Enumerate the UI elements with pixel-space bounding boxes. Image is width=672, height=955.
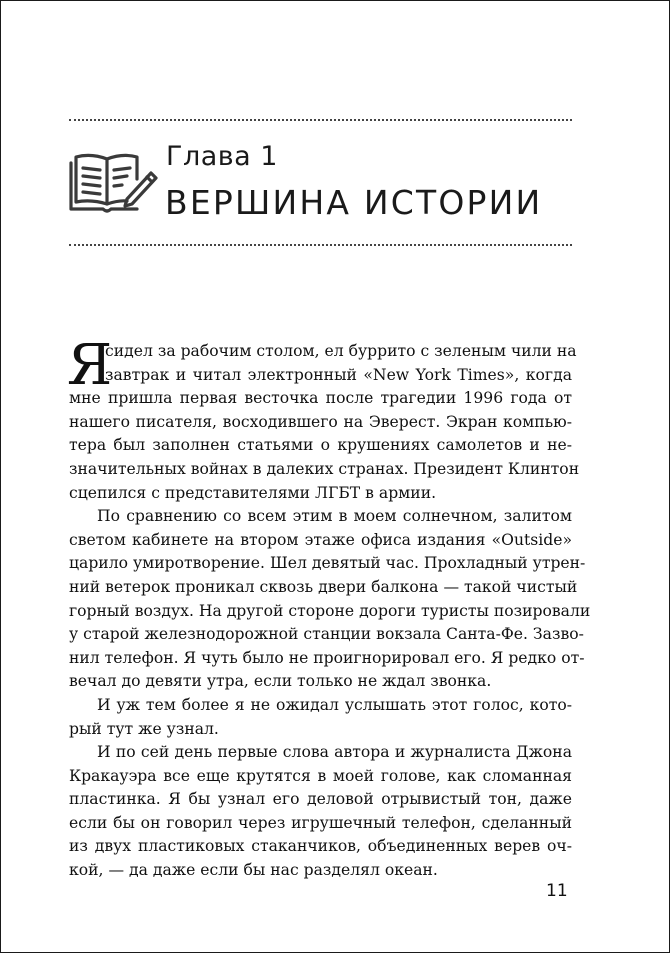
text-line: И по сей день первые слова автора и журналиста Джона <box>97 743 572 762</box>
dotted-rule-top <box>69 119 572 121</box>
text-line: царило умиротворение. Шел девятый час. Прохладный утрен- <box>69 554 586 573</box>
text-line: тера был заполнен статьями о крушениях самолетов и не- <box>69 436 572 455</box>
text-line: И уж тем более я не ожидал услышать этот голос, кото- <box>97 695 572 714</box>
text-line: у старой железнодорожной станции вокзала Санта-Фе. Зазво- <box>69 625 584 644</box>
text-line: ний ветерок проникал сквозь двери балкона — такой чистый <box>69 577 578 596</box>
text-line: По сравнению со всем этим в моем солнечном, залитом <box>97 507 572 526</box>
book-with-pencil-icon <box>67 149 159 215</box>
text-line: светом кабинете на втором этаже офиса издания «Outside» <box>69 530 572 549</box>
text-line: мне пришла первая весточка после трагедии 1996 года от <box>69 389 572 408</box>
text-line: пластинка. Я бы узнал его деловой отрывистый тон, даже <box>69 790 572 809</box>
text-line: если бы он говорил через игрушечный телефон, сделанный <box>69 813 572 832</box>
text-line: Кракауэра все еще крутятся в моей голове, как сломанная <box>69 766 572 785</box>
page-number: 11 <box>546 881 568 901</box>
text-line: рый тут же узнал. <box>69 719 219 738</box>
text-line: нашего писателя, восходившего на Эверест. Экран компью- <box>69 412 572 431</box>
chapter-title: ВЕРШИНА ИСТОРИИ <box>165 183 543 222</box>
text-line: значительных войнах в далеких странах. Президент Клинтон <box>69 459 580 478</box>
text-line: из двух пластиковых стаканчиков, объединенных верев оч- <box>69 837 572 856</box>
drop-cap: Я <box>67 333 113 398</box>
dotted-rule-bottom <box>69 244 572 246</box>
text-line: кой, — да даже если бы нас разделял океан. <box>69 861 438 880</box>
text-line: вечал до девяти утра, если только не ждал звонка. <box>69 672 492 691</box>
text-line: завтрак и читал электронный «New York Times», когда <box>105 365 572 384</box>
text-line: нил телефон. Я чуть было не проигнорировал его. Я редко от- <box>69 648 585 667</box>
text-line: сцепился с представителями ЛГБТ в армии. <box>69 483 437 502</box>
body-text <box>67 333 591 883</box>
text-line: горный воздух. На другой стороне дороги туристы позировали <box>69 601 591 620</box>
chapter-number: Глава 1 <box>166 141 278 172</box>
text-line: сидел за рабочим столом, ел буррито с зеленым чили на <box>105 342 577 360</box>
